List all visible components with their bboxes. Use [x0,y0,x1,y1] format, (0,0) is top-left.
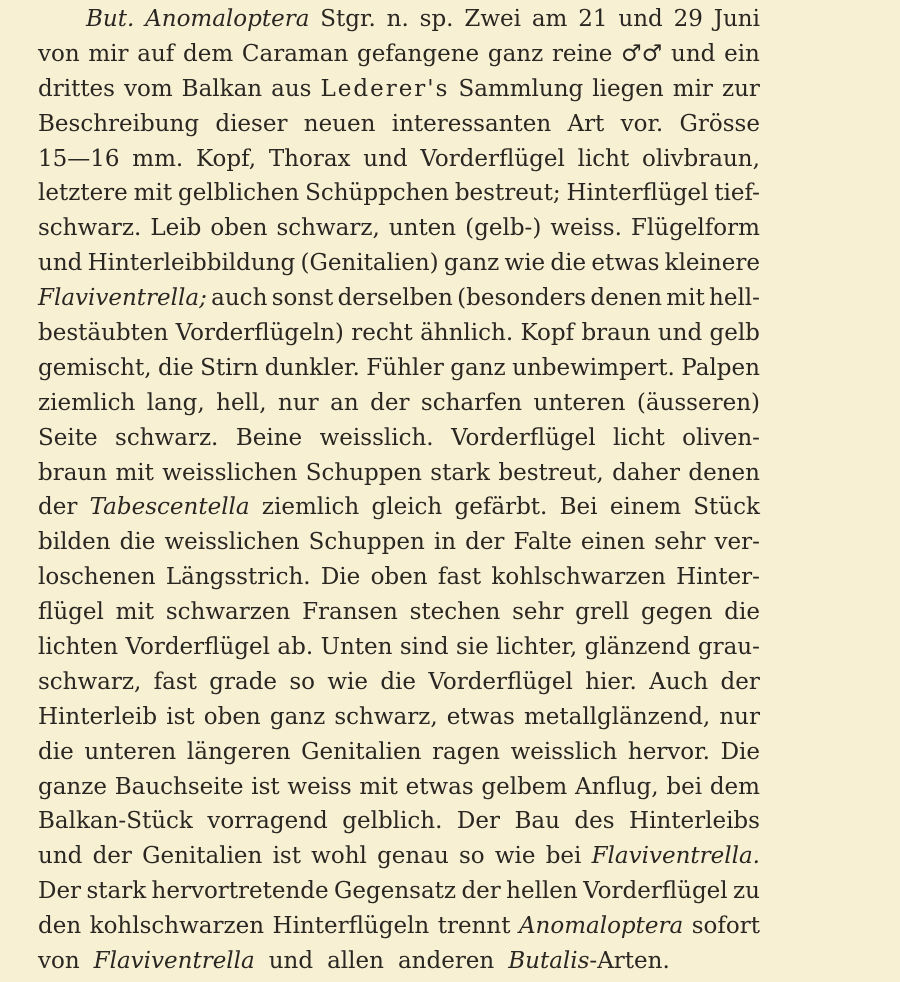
word: sind [399,634,449,661]
word: Anomaloptera [518,913,684,940]
word: mit [115,599,155,626]
word: vor. [620,110,664,137]
word: weisslich. [319,424,434,451]
word: mit [359,773,398,800]
word: ab. [277,634,314,661]
word: Vorderflügel [451,424,596,451]
word: Bau [514,808,560,835]
word: mir [672,75,713,102]
word: mm. [132,145,184,172]
word: schwarz, [38,668,142,695]
word: zur [721,75,760,102]
text-line [38,421,760,456]
word: etwas [591,250,660,277]
word: denen [688,459,760,486]
word: unteren [84,738,177,765]
word: so [458,843,485,870]
text-line [38,281,760,316]
word: weisslichen [162,459,298,486]
word: Seite [38,424,98,451]
word: unten [388,215,457,242]
word: Caraman [241,40,349,67]
word: wie [504,250,546,277]
word: aus [271,75,312,102]
word: wie [494,843,536,870]
word: die [724,599,760,626]
text-line [38,874,760,909]
word: weisslichen [164,529,300,556]
word: Stück [693,494,760,521]
word: Die [320,564,361,591]
word: Vorderflügeln) [175,320,344,347]
word: Flaviventrella [93,948,255,975]
word: ragen [432,738,500,765]
word: trennt [437,913,511,940]
word: am [531,6,568,32]
body-text [38,2,760,979]
word: vorragend [207,808,328,835]
word: Flügelform [630,215,760,242]
word: schwarz, [276,215,380,242]
word: interessanten [391,110,552,137]
text-line [38,839,760,874]
word: glänzend [584,634,691,661]
word: hellen [506,878,578,905]
word: kleinere [664,250,760,277]
word: in [433,529,457,556]
word: Der [456,808,500,835]
text-line [38,37,760,72]
word: der [370,389,410,416]
text-line [38,909,760,944]
word: dem [709,773,760,800]
word: (äusseren) [636,389,760,416]
word: hell, [216,389,267,416]
word: gemischt, [38,354,152,381]
word: fast [437,564,482,591]
word: der [92,843,132,870]
word: Flaviventrella. [591,843,760,870]
word: Auch [649,668,709,695]
word: der [465,529,505,556]
word: Falte [513,529,572,556]
word: ziemlich [38,389,136,416]
word: die [38,738,74,765]
word: licht [613,424,665,451]
word: Genitalien [142,843,263,870]
word: Hinter- [676,564,760,591]
word: ganze [38,773,107,800]
word: etwas [405,773,474,800]
word: mit [115,459,154,486]
word: so [289,668,316,695]
text-line [38,351,760,386]
word: genau [377,843,449,870]
word: Hinterleibs [629,808,760,835]
word: licht [577,145,630,172]
word: oben [210,215,268,242]
word: Beine [235,424,303,451]
word: Sammlung [458,75,584,102]
word: Fühler [366,354,444,381]
word: Balkan-Stück [38,808,193,835]
word: 15—16 [38,145,120,172]
word: ♂♂ [621,40,663,67]
word: Hinterleib [38,703,158,730]
word: grade [209,668,278,695]
word: der [720,668,760,695]
word: Genitalien [301,738,422,765]
word: ganz [487,40,544,67]
word: Hinterflügeln [272,913,430,940]
word: der [38,494,78,521]
word: liegen [592,75,664,102]
word: Zwei [464,6,521,32]
word: Der [38,878,82,905]
word: -Arten. [589,948,670,975]
text-line [38,944,760,979]
text-line [38,142,760,177]
word: gelb [709,320,760,347]
word: vom [124,75,173,102]
word: letztere [38,180,128,207]
text-line [38,2,760,37]
word: Vorderflügel [428,668,573,695]
text-line [38,595,760,630]
word: lang, [146,389,205,416]
word: n. [386,6,409,32]
word: oliven- [682,424,760,451]
text-line [38,735,760,770]
word: Anomaloptera [145,6,310,32]
word: mit [133,180,173,207]
word: Art [567,110,605,137]
word: längeren [186,738,291,765]
word: dieser [215,110,288,137]
word: sehr [512,599,564,626]
word: weisslich [510,738,618,765]
word: daher [612,459,680,486]
word: bei [666,773,703,800]
word: ver- [714,529,760,556]
word: auf [137,40,175,67]
word: derselben [337,285,453,312]
word: drittes [38,75,115,102]
word: Kopf [520,320,575,347]
word: ganz [450,354,506,381]
word: ähnlich. [420,320,514,347]
word: reine [551,40,613,67]
word: gleich [371,494,443,521]
word: mir [88,40,129,67]
word: gegen [640,599,713,626]
word: sofort [691,913,760,940]
word: denen [590,285,662,312]
word: die [158,354,194,381]
word: schwarz, [334,703,438,730]
word: Juni [713,6,760,32]
word: sie [455,634,489,661]
word: recht [351,320,413,347]
word: ganz [269,703,326,730]
word: stechen [409,599,501,626]
word: schwarzen [165,599,291,626]
word: Kopf, [195,145,257,172]
word: Schüppchen [305,180,449,207]
text-line [38,107,760,142]
word: Vorderflügel [583,878,728,905]
text-line [38,211,760,246]
word: hervortretende [151,878,329,905]
text-line [38,456,760,491]
word: metallglänzend, [523,703,711,730]
word: zu [733,878,760,905]
word: Thorax [268,145,351,172]
word: tief- [714,180,760,207]
word: stark [86,878,147,905]
word: Beschreibung [38,110,200,137]
word: loschenen [38,564,156,591]
word: kohlschwarzen [491,564,666,591]
word: braun [581,320,651,347]
word: Fransen [302,599,398,626]
word: und [618,6,663,32]
word: und [657,320,703,347]
word: kohlschwarzen [89,913,265,940]
word: Tabescentella [89,494,250,521]
word: flügel [38,599,104,626]
word: Vorderflügel [420,145,565,172]
word: wie [327,668,368,695]
word: Vorderflügel [125,634,270,661]
word: nur [719,703,760,730]
word: Leib [150,215,202,242]
word: bestäubten [38,320,169,347]
word: Lederer's [320,75,450,102]
word: braun [38,459,108,486]
word: ziemlich [261,494,360,521]
word: gefärbt. [454,494,548,521]
word: Schuppen [308,529,425,556]
word: sehr [654,529,706,556]
word: mit [666,285,705,312]
word: unbewimpert. [512,354,675,381]
word: und [38,843,83,870]
word: (besonders [457,285,587,312]
text-line [38,560,760,595]
word: bilden [38,529,111,556]
word: Gegensatz [334,878,457,905]
word: nur [278,389,319,416]
word: schwarz. [115,424,219,451]
word: von [38,948,80,975]
word: ein [724,40,760,67]
word: grau- [697,634,760,661]
word: wohl [311,843,367,870]
word: weiss [287,773,352,800]
word: einen [580,529,646,556]
word: dem [183,40,234,67]
text-line [38,700,760,735]
word: grell [575,599,630,626]
word: an [330,389,359,416]
word: unteren [533,389,626,416]
text-line [38,246,760,281]
word: bestreut; [454,180,561,207]
word: dunkler. [264,354,360,381]
word: neuen [303,110,376,137]
word: und [38,250,83,277]
word: hervor. [627,738,710,765]
word: schwarz. [38,215,142,242]
word: der [461,878,501,905]
word: gefangene [356,40,480,67]
word: ganz [443,250,500,277]
word: und [363,145,408,172]
word: oben [370,564,428,591]
word: Bauchseite [114,773,244,800]
word: Anflug, [574,773,659,800]
word: ist [272,843,301,870]
word: lichter, [496,634,578,661]
word: von [38,40,80,67]
word: scharfen [420,389,523,416]
text-line [38,804,760,839]
word: (gelb-) [465,215,542,242]
word: Palpen [681,354,760,381]
text-line [38,386,760,421]
word: Balkan [181,75,263,102]
text-line [38,490,760,525]
text-line [38,770,760,805]
text-line [38,630,760,665]
word: gelbem [481,773,568,800]
word: 21 [578,6,608,32]
word: Schuppen [305,459,422,486]
word: ist [166,703,195,730]
text-line [38,316,760,351]
word: sonst [271,285,334,312]
word: und [671,40,716,67]
word: Stgr. [320,6,376,32]
word: allen [327,948,384,975]
word: gelblich. [342,808,443,835]
word: 29 [673,6,703,32]
word: weiss. [550,215,622,242]
word: fast [153,668,197,695]
word: hell- [709,285,760,312]
word: But. [86,6,135,32]
text-line [38,72,760,107]
word: und [268,948,314,975]
word: die [380,668,417,695]
word: etwas [446,703,515,730]
word: Hinterleibbildung [87,250,296,277]
word: des [574,808,615,835]
word: einem [609,494,682,521]
word: Die [720,738,760,765]
text-line [38,665,760,700]
text-line [38,176,760,211]
word: (Genitalien) [300,250,439,277]
word: Unten [320,634,393,661]
word: sp. [419,6,454,32]
word: die [119,529,156,556]
word: Butalis [508,948,590,975]
word: bestreut, [498,459,604,486]
text-line [38,525,760,560]
word: Hinterflügel [566,180,709,207]
word: Bei [559,494,598,521]
word: lichten [38,634,119,661]
word: Grösse [679,110,760,137]
word: hier. [585,668,637,695]
word: Stirn [200,354,259,381]
word: Längsstrich. [165,564,311,591]
word: oben [203,703,261,730]
word: bei [545,843,582,870]
word: gelblichen [177,180,300,207]
word: stark [430,459,490,486]
word: auch [211,285,268,312]
word: Flaviventrella; [38,285,207,312]
word: anderen [397,948,495,975]
word: olivbraun, [641,145,760,172]
word: ist [251,773,280,800]
word: die [550,250,587,277]
word: den [38,913,82,940]
